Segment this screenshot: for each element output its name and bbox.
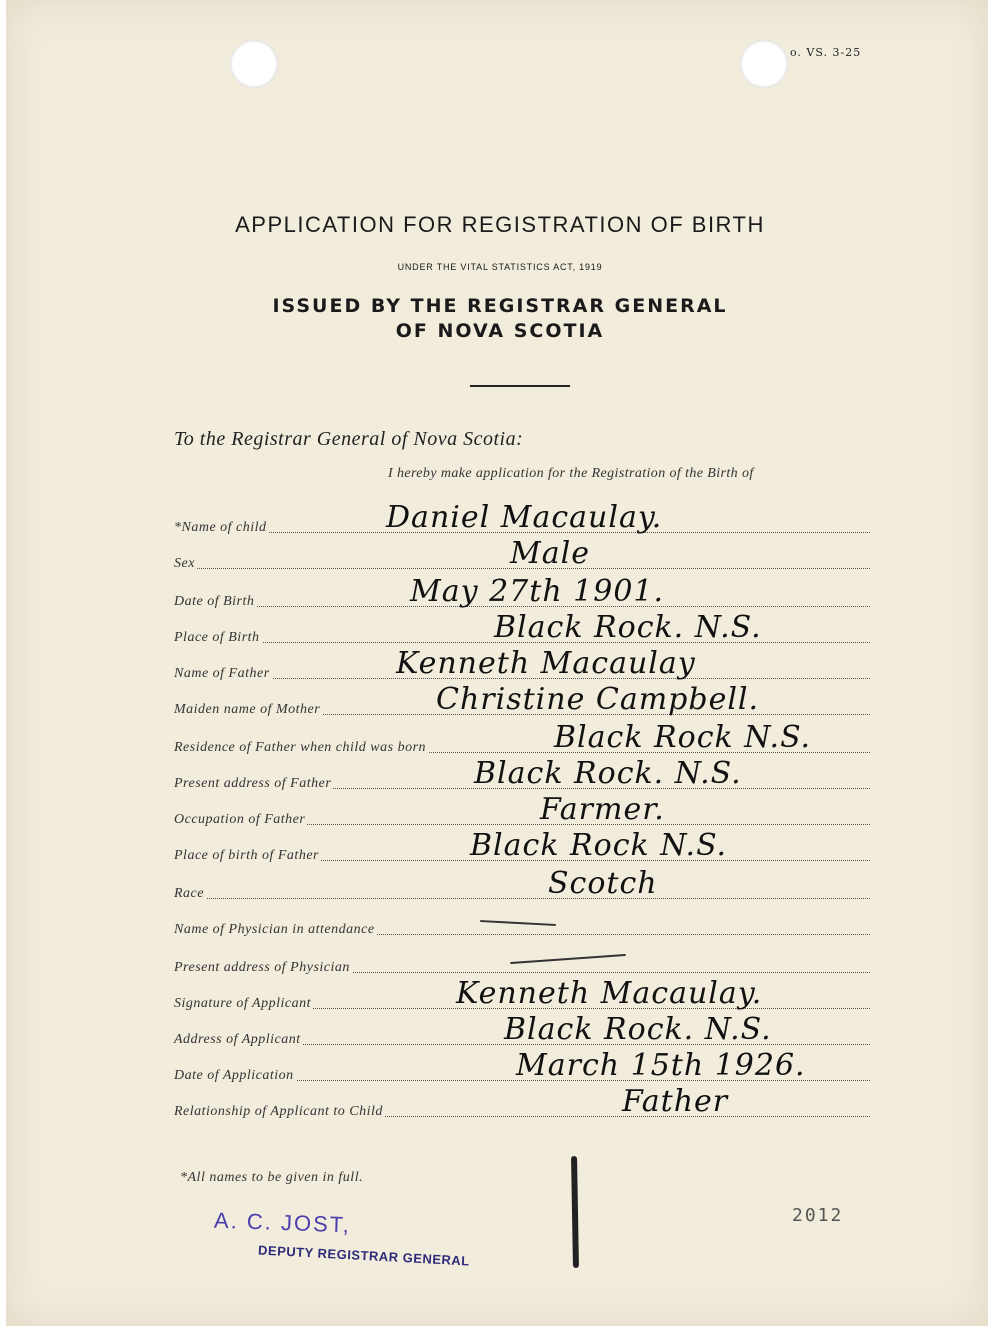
field-value-handwritten: Kenneth Macaulay. [456,976,763,1011]
form-number: o. VS. 3-25 [790,46,862,59]
field-value-handwritten: Farmer. [540,792,665,827]
field-place-of-birth [174,610,870,646]
issuer-heading [0,294,1000,344]
field-value-handwritten: Daniel Macaulay. [386,500,663,535]
field-label: Name of Physician in attendance [174,922,375,937]
field-relationship-of-applicant [174,1084,870,1120]
field-label: Signature of Applicant [174,996,311,1011]
field-label: Sex [174,556,195,571]
field-label: Relationship of Applicant to Child [174,1104,383,1119]
issuer-line-2: OF NOVA SCOTIA [395,320,605,342]
field-residence-of-father [174,720,870,756]
field-name-of-father [174,646,870,682]
field-label: Residence of Father when child was born [174,740,427,755]
registrar-stamp-title: DEPUTY REGISTRAR GENERAL [257,1242,471,1269]
form-title: APPLICATION FOR REGISTRATION OF BIRTH [235,212,765,237]
field-label: Occupation of Father [174,812,306,827]
field-label: Place of Birth [174,630,260,645]
field-value-handwritten: Black Rock N.S. [554,720,812,755]
issuer-line-1: ISSUED BY THE REGISTRAR GENERAL [272,295,728,317]
field-race [174,866,870,902]
field-sex [174,536,870,572]
field-place-of-birth-of-father [174,828,870,864]
punch-hole-left [230,40,278,88]
document-number: 2012 [792,1205,844,1226]
field-present-address-of-physician [174,950,870,976]
blank-dash-mark [510,954,626,964]
salutation: To the Registrar General of Nova Scotia: [174,428,524,450]
field-label: Place of birth of Father [174,848,319,863]
field-label: Present address of Physician [174,960,350,975]
dotted-line [174,898,870,899]
field-name-of-physician [174,912,870,938]
field-maiden-name-of-mother [174,682,870,718]
field-value-handwritten: Scotch [548,866,658,901]
field-value-handwritten: March 15th 1926. [516,1048,806,1083]
field-value-handwritten: Black Rock. N.S. [474,756,742,791]
field-label: *Name of child [174,520,267,535]
field-occupation-of-father [174,792,870,828]
field-value-handwritten: Black Rock N.S. [470,828,728,863]
field-value-handwritten: Kenneth Macaulay [396,646,696,681]
field-address-of-applicant [174,1012,870,1048]
field-present-address-of-father [174,756,870,792]
blank-dash-mark [480,920,556,926]
registrar-stamp-name: A. C. JOST, [213,1207,352,1238]
field-label: Address of Applicant [174,1032,301,1047]
field-value-handwritten: Father [622,1084,729,1119]
field-label: Date of Application [174,1068,294,1083]
field-label: Present address of Father [174,776,332,791]
field-signature-of-applicant [174,976,870,1012]
field-label: Race [174,886,204,901]
field-value-handwritten: May 27th 1901. [410,574,665,609]
field-value-handwritten: Christine Campbell. [436,682,760,717]
title-rule [470,385,570,387]
field-value-handwritten: Black Rock. N.S. [494,610,762,645]
intro-text: I hereby make application for the Registration of the Birth of [388,466,754,481]
footnote: *All names to be given in full. [180,1170,364,1185]
field-date-of-application [174,1048,870,1084]
punch-hole-right [740,40,788,88]
field-date-of-birth [174,574,870,610]
field-label: Maiden name of Mother [174,702,321,717]
field-value-handwritten: Black Rock. N.S. [504,1012,772,1047]
field-value-handwritten: Male [510,536,590,571]
field-name-of-child [174,500,870,536]
field-label: Date of Birth [174,594,255,609]
act-subtitle: UNDER THE VITAL STATISTICS ACT, 1919 [397,262,603,272]
field-label: Name of Father [174,666,270,681]
